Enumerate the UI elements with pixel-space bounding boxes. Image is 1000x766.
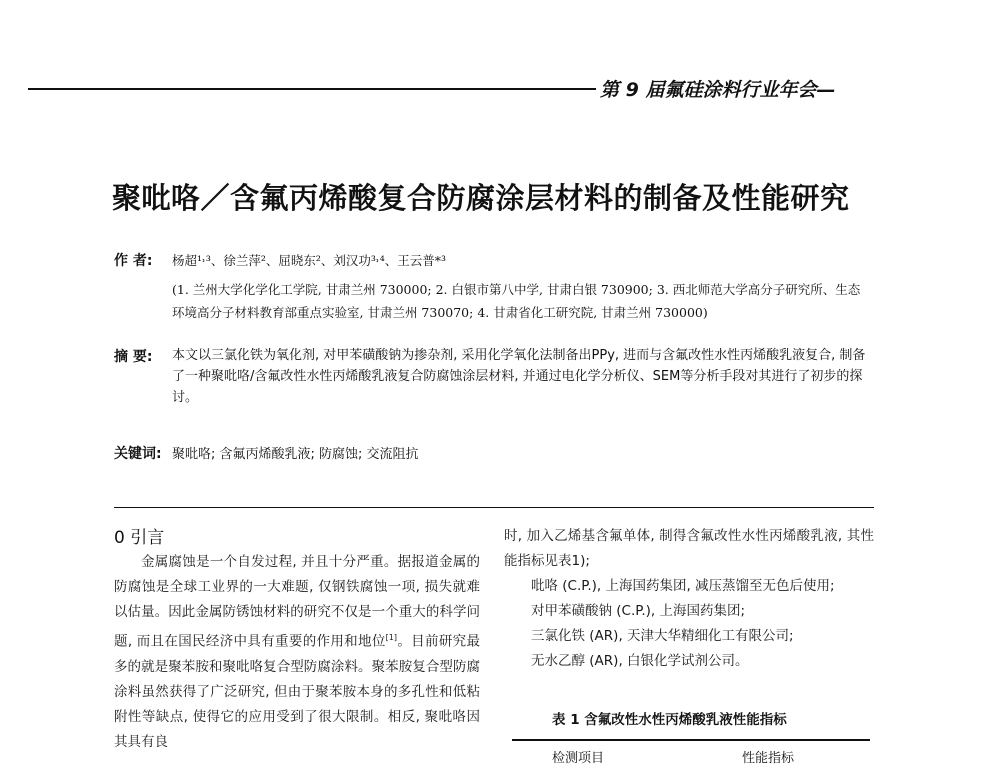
abstract-label: 摘 要: bbox=[114, 349, 153, 365]
citation-ref: [1] bbox=[385, 633, 398, 642]
table-caption: 表 1 含氟改性水性丙烯酸乳液性能指标 bbox=[552, 712, 787, 728]
materials-line-4: 三氯化铁 (AR), 天津大华精细化工有限公司; bbox=[531, 628, 794, 644]
author-names: 杨超¹˒³、徐兰萍²、屈晓东²、刘汉功³˒⁴、王云普*³ bbox=[172, 253, 447, 268]
intro-text-a: 金属腐蚀是一个自发过程, 并且十分严重。据报道金属的防腐蚀是全球工业界的一大难题, 仅钢铁腐蚀一项, 损失就难以估量。因此金属防锈蚀材料的研究不仅是一个重大的科学问题, 而且在国民经济中具有重要的作用和地位 bbox=[114, 554, 480, 650]
authors-label: 作 者: bbox=[114, 253, 153, 269]
right-column bbox=[504, 524, 874, 674]
body-divider bbox=[114, 507, 874, 508]
keywords-text: 聚吡咯; 含氟丙烯酸乳液; 防腐蚀; 交流阻抗 bbox=[172, 447, 419, 462]
materials-paragraph-1: 时, 加入乙烯基含氟单体, 制得含氟改性水性丙烯酸乳液, 其性能指标见表1); bbox=[504, 528, 874, 569]
author-affiliations: (1. 兰州大学化学化工学院, 甘肃兰州 730000; 2. 白银市第八中学, 甘肃白银 730900; 3. 西北师范大学高分子研究所、生态环境高分子材料教育部重点实验室, 甘肃兰州 730070; 4. 甘肃省化工研究院, 甘肃兰州 730000) bbox=[172, 282, 861, 320]
table-header-item: 检测项目 bbox=[552, 751, 605, 766]
materials-paragraph-2: 吡咯 (C.P.), 上海国药集团, 减压蒸馏至无色后使用; bbox=[531, 578, 835, 594]
materials-line-3: 对甲苯磺酸钠 (C.P.), 上海国药集团; bbox=[531, 603, 746, 619]
abstract-text: 本文以三氯化铁为氧化剂, 对甲苯磺酸钠为掺杂剂, 采用化学氧化法制备出PPy, 进而与含氟改性水性丙烯酸乳液复合, 制备了一种聚吡咯/含氟改性水性丙烯酸乳液复合防腐蚀涂层材料, 并通过电化学分析仪、SEM等分析手段对其进行了初步的探讨。 bbox=[172, 348, 866, 405]
table-header-spec: 性能指标 bbox=[742, 751, 795, 766]
table-top-rule bbox=[512, 739, 870, 741]
keywords-label: 关键词: bbox=[114, 446, 162, 462]
materials-line-5: 无水乙醇 (AR), 白银化学试剂公司。 bbox=[531, 653, 749, 669]
conference-header: 第 9 届氟硅涂料行业年会— bbox=[600, 79, 836, 101]
header-rule bbox=[28, 88, 596, 90]
left-column bbox=[114, 550, 480, 755]
intro-text-b: 。目前研究最多的就是聚苯胺和聚吡咯复合型防腐涂料。聚苯胺复合型防腐涂料虽然获得了广泛研究, 但由于聚苯胺本身的多孔性和低粘附性等缺点, 使得它的应用受到了很大限制。相反, 聚吡咯因其具有良 bbox=[114, 633, 480, 750]
paper-title: 聚吡咯／含氟丙烯酸复合防腐涂层材料的制备及性能研究 bbox=[112, 181, 850, 215]
intro-paragraph bbox=[114, 550, 480, 755]
section-heading-introduction: 0 引言 bbox=[114, 528, 165, 548]
